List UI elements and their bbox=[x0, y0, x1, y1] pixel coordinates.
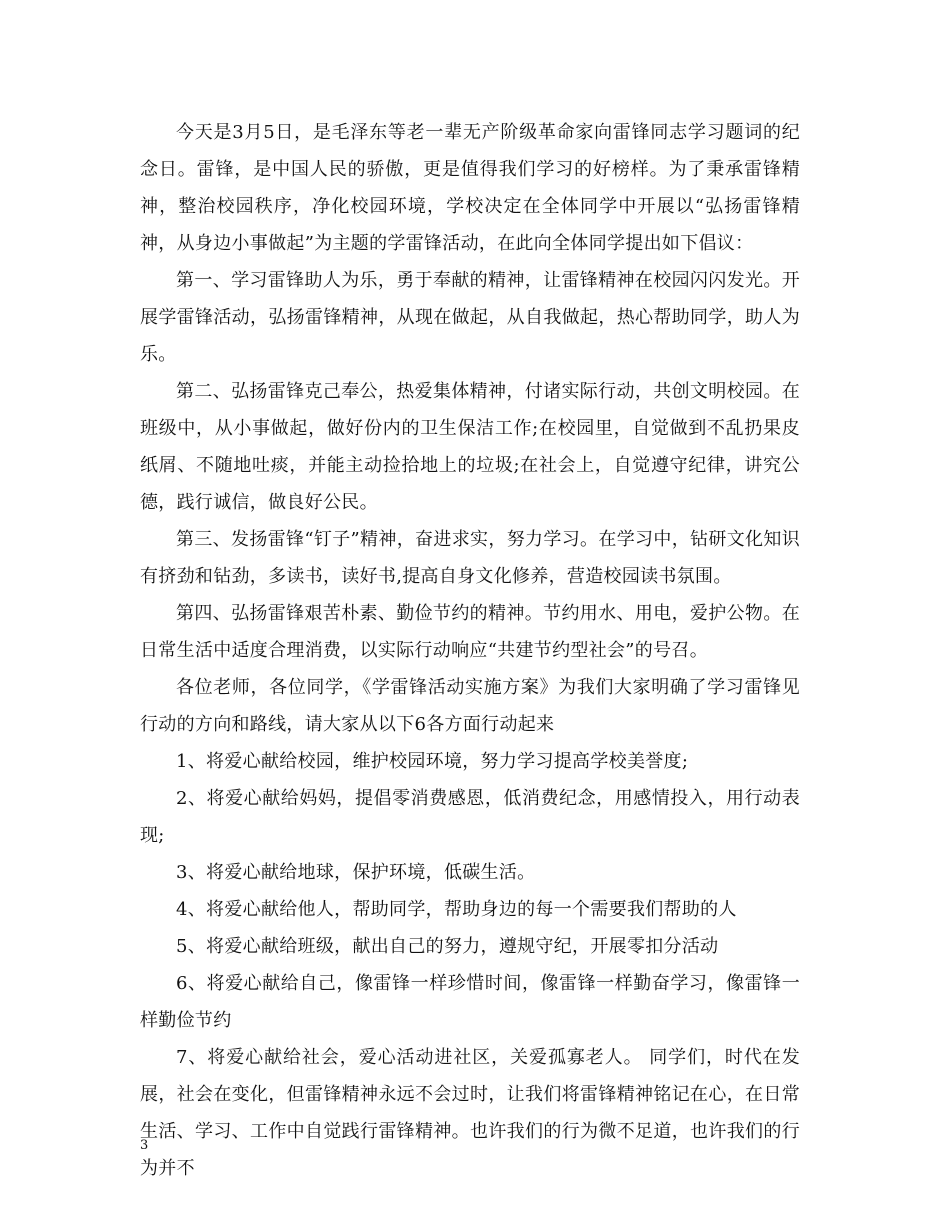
page-number: 3 bbox=[140, 1138, 149, 1153]
paragraph-intro: 今天是3月5日，是毛泽东等老一辈无产阶级革命家向雷锋同志学习题词的纪念日。雷锋，是中国人民的骄傲，更是值得我们学习的好榜样。为了秉承雷锋精神，整治校园秩序，净化校园环境，学校决定在全体同学中开展以“弘扬雷锋精神，从身边小事做起”为主题的学雷锋活动，在此向全体同学提出如下倡议： bbox=[140, 122, 800, 254]
list-item-5: 5、将爱心献给班级，献出自己的努力，遵规守纪，开展零扣分活动 bbox=[176, 936, 719, 957]
list-item-4: 4、将爱心献给他人，帮助同学，帮助身边的每一个需要我们帮助的人 bbox=[176, 899, 737, 920]
list-item-7: 7、将爱心献给社会，爱心活动进社区，关爱孤寡老人。 同学们，时代在发展，社会在变化，但雷锋精神永远不会过时，让我们将雷锋精神铭记在心，在日常生活、学习、工作中自觉践行雷锋精神。也许我们的行为微不足道，也许我们的行为并不 bbox=[140, 1047, 800, 1179]
paragraph-call-to-action: 各位老师，各位同学，《学雷锋活动实施方案》为我们大家明确了学习雷锋见行动的方向和路线，请大家从以下6各方面行动起来 bbox=[140, 677, 800, 735]
list-item-3: 3、将爱心献给地球，保护环境，低碳生活。 bbox=[176, 862, 536, 883]
paragraph-second-point: 第二、弘扬雷锋克己奉公，热爱集体精神，付诸实际行动，共创文明校园。在班级中，从小事做起，做好份内的卫生保洁工作;在校园里，自觉做到不乱扔果皮纸屑、不随地吐痰，并能主动捡拾地上的垃圾;在社会上，自觉遵守纪律，讲究公德，践行诚信，做良好公民。 bbox=[140, 381, 800, 513]
paragraph-third-point: 第三、发扬雷锋“钉子”精神，奋进求实，努力学习。在学习中，钻研文化知识有挤劲和钻劲，多读书，读好书,提高自身文化修养，营造校园读书氛围。 bbox=[140, 529, 800, 587]
paragraph-fourth-point: 第四、弘扬雷锋艰苦朴素、勤俭节约的精神。节约用水、用电，爱护公物。在日常生活中适度合理消费，以实际行动响应“共建节约型社会”的号召。 bbox=[140, 603, 800, 661]
list-item-2: 2、将爱心献给妈妈，提倡零消费感恩，低消费纪念，用感情投入，用行动表现; bbox=[140, 788, 800, 846]
list-item-6: 6、将爱心献给自己，像雷锋一样珍惜时间，像雷锋一样勤奋学习，像雷锋一样勤俭节约 bbox=[140, 973, 800, 1031]
paragraph-first-point: 第一、学习雷锋助人为乐，勇于奉献的精神，让雷锋精神在校园闪闪发光。开展学雷锋活动，弘扬雷锋精神，从现在做起，从自我做起，热心帮助同学，助人为乐。 bbox=[140, 270, 800, 365]
list-item-1: 1、将爱心献给校园，维护校园环境，努力学习提高学校美誉度; bbox=[176, 751, 689, 772]
